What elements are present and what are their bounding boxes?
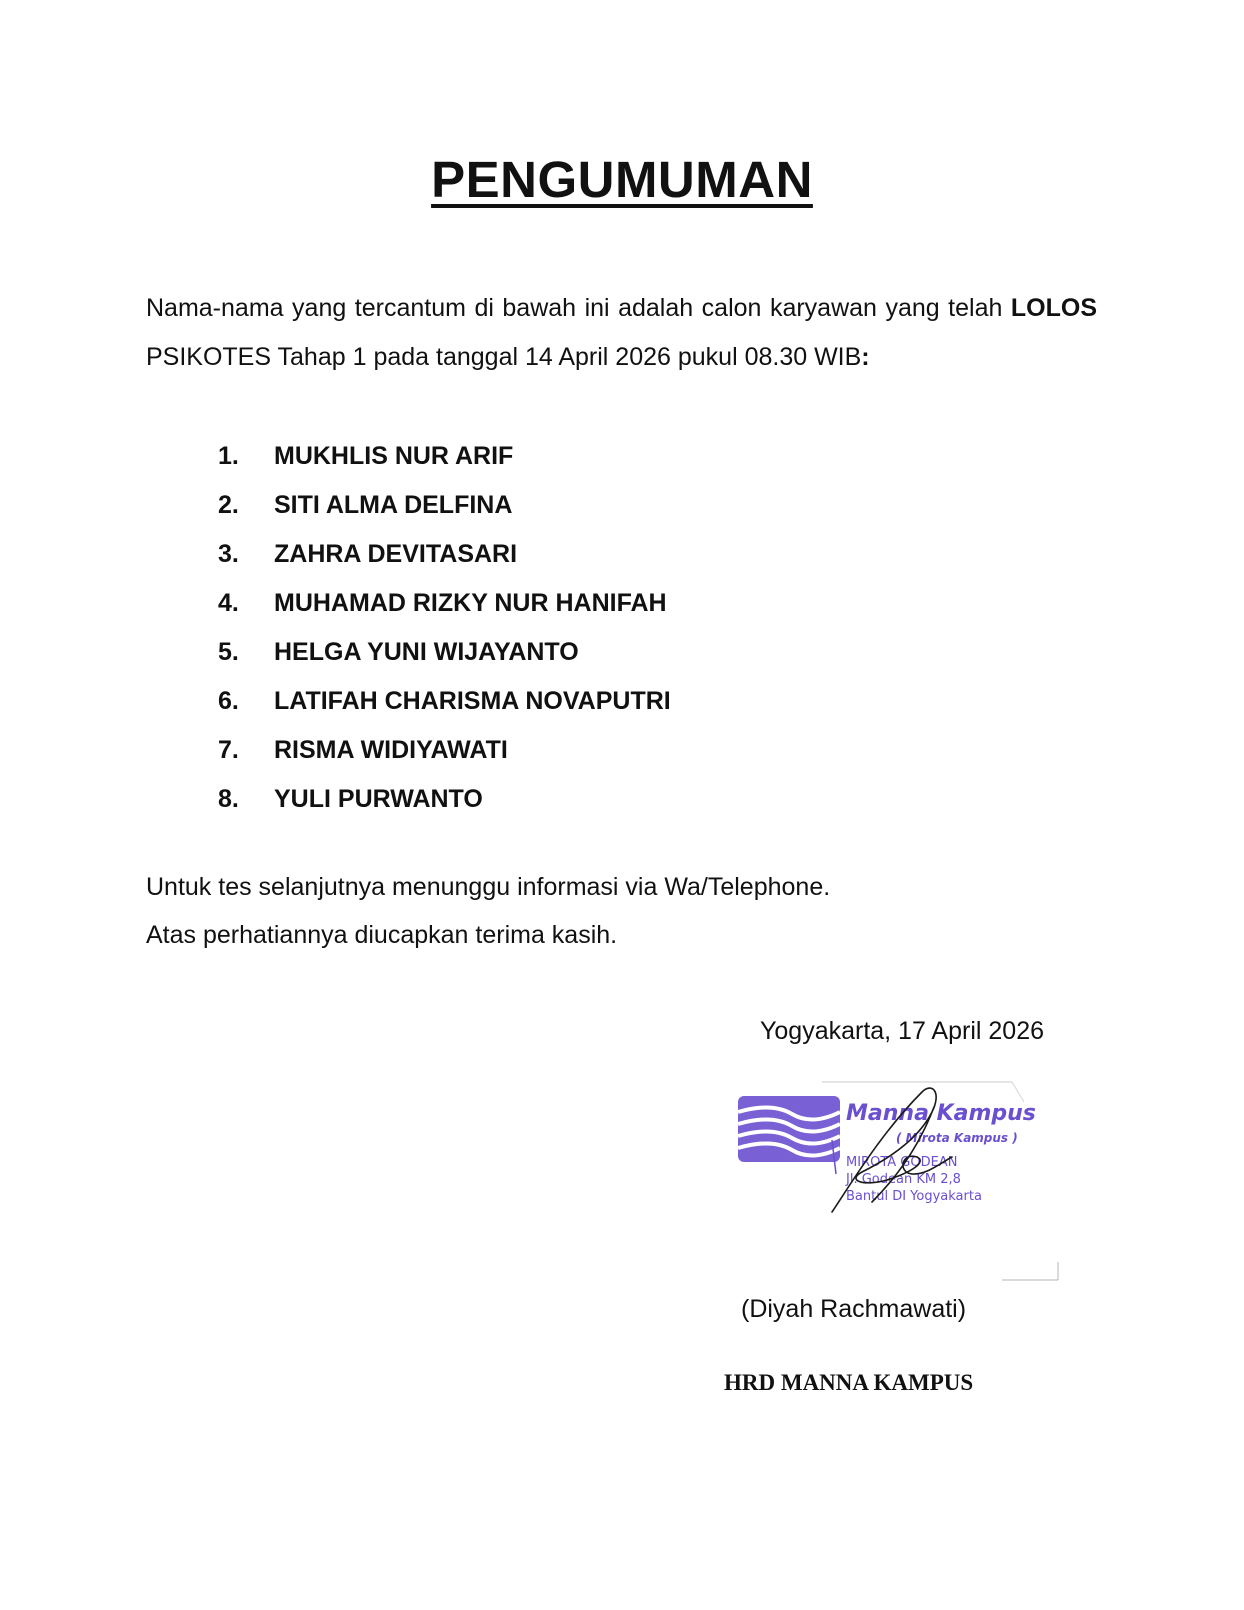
list-item-number: 7. (218, 736, 239, 764)
list-item-number: 3. (218, 540, 239, 568)
list-item-name: HELGA YUNI WIJAYANTO (274, 638, 579, 666)
intro-text-start: Nama-nama yang tercantum di bawah ini adalah calon karyawan yang telah (146, 294, 1011, 322)
list-item-name: YULI PURWANTO (274, 785, 483, 813)
list-item-number: 2. (218, 491, 239, 519)
place-date: Yogyakarta, 17 April 2026 (760, 1017, 1045, 1045)
list-item-name: ZAHRA DEVITASARI (274, 540, 518, 568)
list-item-number: 5. (218, 638, 239, 666)
list-item-name: LATIFAH CHARISMA NOVAPUTRI (274, 687, 671, 715)
signer-name: (Diyah Rachmawati) (741, 1295, 967, 1323)
list-item-number: 4. (218, 589, 239, 617)
page-title: PENGUMUMAN (431, 151, 813, 208)
list-item (218, 726, 671, 775)
intro-colon: : (861, 343, 870, 371)
stamp-sub-brand: ( Mirota Kampus ) (896, 1131, 1018, 1145)
stamp-line-2: Jl. Godean KM 2,8 (846, 1172, 961, 1187)
list-item (218, 677, 671, 726)
intro-text-end: PSIKOTES Tahap 1 pada tanggal 14 April 2026 pukul 08.30 WIB (146, 343, 862, 371)
list-item-number: 6. (218, 687, 239, 715)
intro-text-bold: LOLOS (1010, 294, 1097, 322)
list-item-name: SITI ALMA DELFINA (274, 491, 513, 519)
list-item (218, 628, 671, 677)
list-item (218, 481, 671, 530)
list-item-number: 1. (218, 442, 239, 470)
closing-line-thanks: Atas perhatiannya diucapkan terima kasih. (146, 921, 618, 949)
closing-line-info: Untuk tes selanjutnya menunggu informasi via Wa/Telephone. (146, 873, 831, 901)
list-item-number: 8. (218, 785, 239, 813)
list-item (218, 775, 671, 824)
department-name: HRD MANNA KAMPUS (724, 1370, 974, 1395)
intro-paragraph (146, 284, 1097, 382)
list-item (218, 579, 671, 628)
list-item (218, 432, 671, 481)
candidate-list (218, 432, 671, 824)
stamp-graphic (712, 1062, 1084, 1292)
list-item-name: MUKHLIS NUR ARIF (274, 442, 514, 470)
list-item-name: RISMA WIDIYAWATI (274, 736, 508, 764)
stamp-line-3: Bantul DI Yogyakarta (846, 1189, 982, 1204)
stamp-brand: Manna Kampus (846, 1101, 1036, 1126)
stamp-line-1: MIROTA GODEAN (846, 1155, 958, 1170)
list-item-name: MUHAMAD RIZKY NUR HANIFAH (274, 589, 667, 617)
wave-logo-icon (738, 1096, 840, 1162)
company-stamp (712, 1062, 1084, 1292)
list-item (218, 530, 671, 579)
